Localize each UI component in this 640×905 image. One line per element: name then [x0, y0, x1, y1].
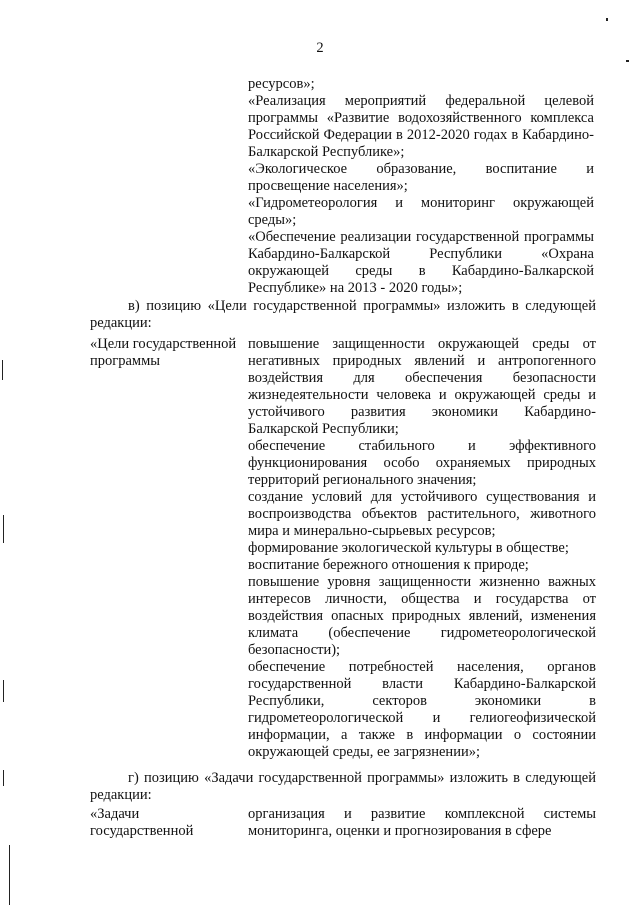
goal-item: повышение уровня защищенности жизненно важных интересов личности, общества и государства от воздействия опасных природных явлений, изменения климата (обеспечение гидрометеорологической безопасности);: [248, 574, 596, 658]
goal-item: создание условий для устойчивого существования и воспроизводства объектов растительного, животного мира и минерально-сырьевых ресурсов;: [248, 489, 596, 539]
scan-edge-mark: [2, 360, 3, 380]
goal-item: обеспечение стабильного и эффективного функционирования особо охраняемых природных территорий регионального значения;: [248, 438, 596, 488]
section-v-items: [248, 336, 596, 761]
continuation-item: «Реализация мероприятий федеральной целевой программы «Развитие водохозяйственного комплекса Российской Федерации в 2012-2020 годах в Кабардино-Балкарской Республике»;: [248, 93, 594, 160]
row-label-text: «Задачи государственной: [90, 806, 194, 839]
continuation-items: [248, 76, 594, 297]
page-number: 2: [316, 40, 324, 56]
section-v-intro: [90, 298, 596, 332]
goal-item: обеспечение потребностей населения, органов государственной власти Кабардино-Балкарской Республики, секторов экономики в гидрометеорологической и гелиогеофизической информации, а также в информации о состоянии окружающей среды, ее загрязнении»;: [248, 659, 596, 760]
section-g-label: [90, 806, 240, 840]
task-item: организация и развитие комплексной системы мониторинга, оценки и прогнозирования в сфере: [248, 806, 596, 839]
section-intro-text: в) позицию «Цели государственной программы» изложить в следующей редакции:: [90, 298, 596, 331]
goal-item: формирование экологической культуры в обществе;: [248, 540, 569, 556]
section-intro-text: г) позицию «Задачи государственной программы» изложить в следующей редакции:: [90, 770, 596, 803]
scan-edge-mark: [3, 680, 4, 702]
goal-item: повышение защищенности окружающей среды от негативных природных явлений и антропогенного воздействия для обеспечения безопасности жизнедеятельности человека и окружающей среды и устойчивого развития экономики Кабардино-Балкарской Республики;: [248, 336, 596, 437]
goal-item: воспитание бережного отношения к природе;: [248, 557, 529, 573]
scan-edge-mark: [3, 770, 4, 786]
continuation-item: ресурсов»;: [248, 76, 315, 92]
section-g-intro: [90, 770, 596, 804]
scan-edge-mark: [3, 515, 4, 543]
scan-speck: [626, 60, 629, 62]
continuation-item: «Гидрометеорология и мониторинг окружающей среды»;: [248, 195, 594, 228]
row-label-text: «Цели государственной программы: [90, 336, 237, 369]
continuation-item: «Экологическое образование, воспитание и просвещение населения»;: [248, 161, 594, 194]
scan-speck: [606, 18, 608, 21]
scan-edge-mark: [9, 845, 10, 905]
section-g-items: [248, 806, 596, 840]
section-v-label: [90, 336, 240, 370]
continuation-item: «Обеспечение реализации государственной программы Кабардино-Балкарской Республики «Охрана окружающей среды в Кабардино-Балкарской Республике» на 2013 - 2020 годы»;: [248, 229, 594, 296]
